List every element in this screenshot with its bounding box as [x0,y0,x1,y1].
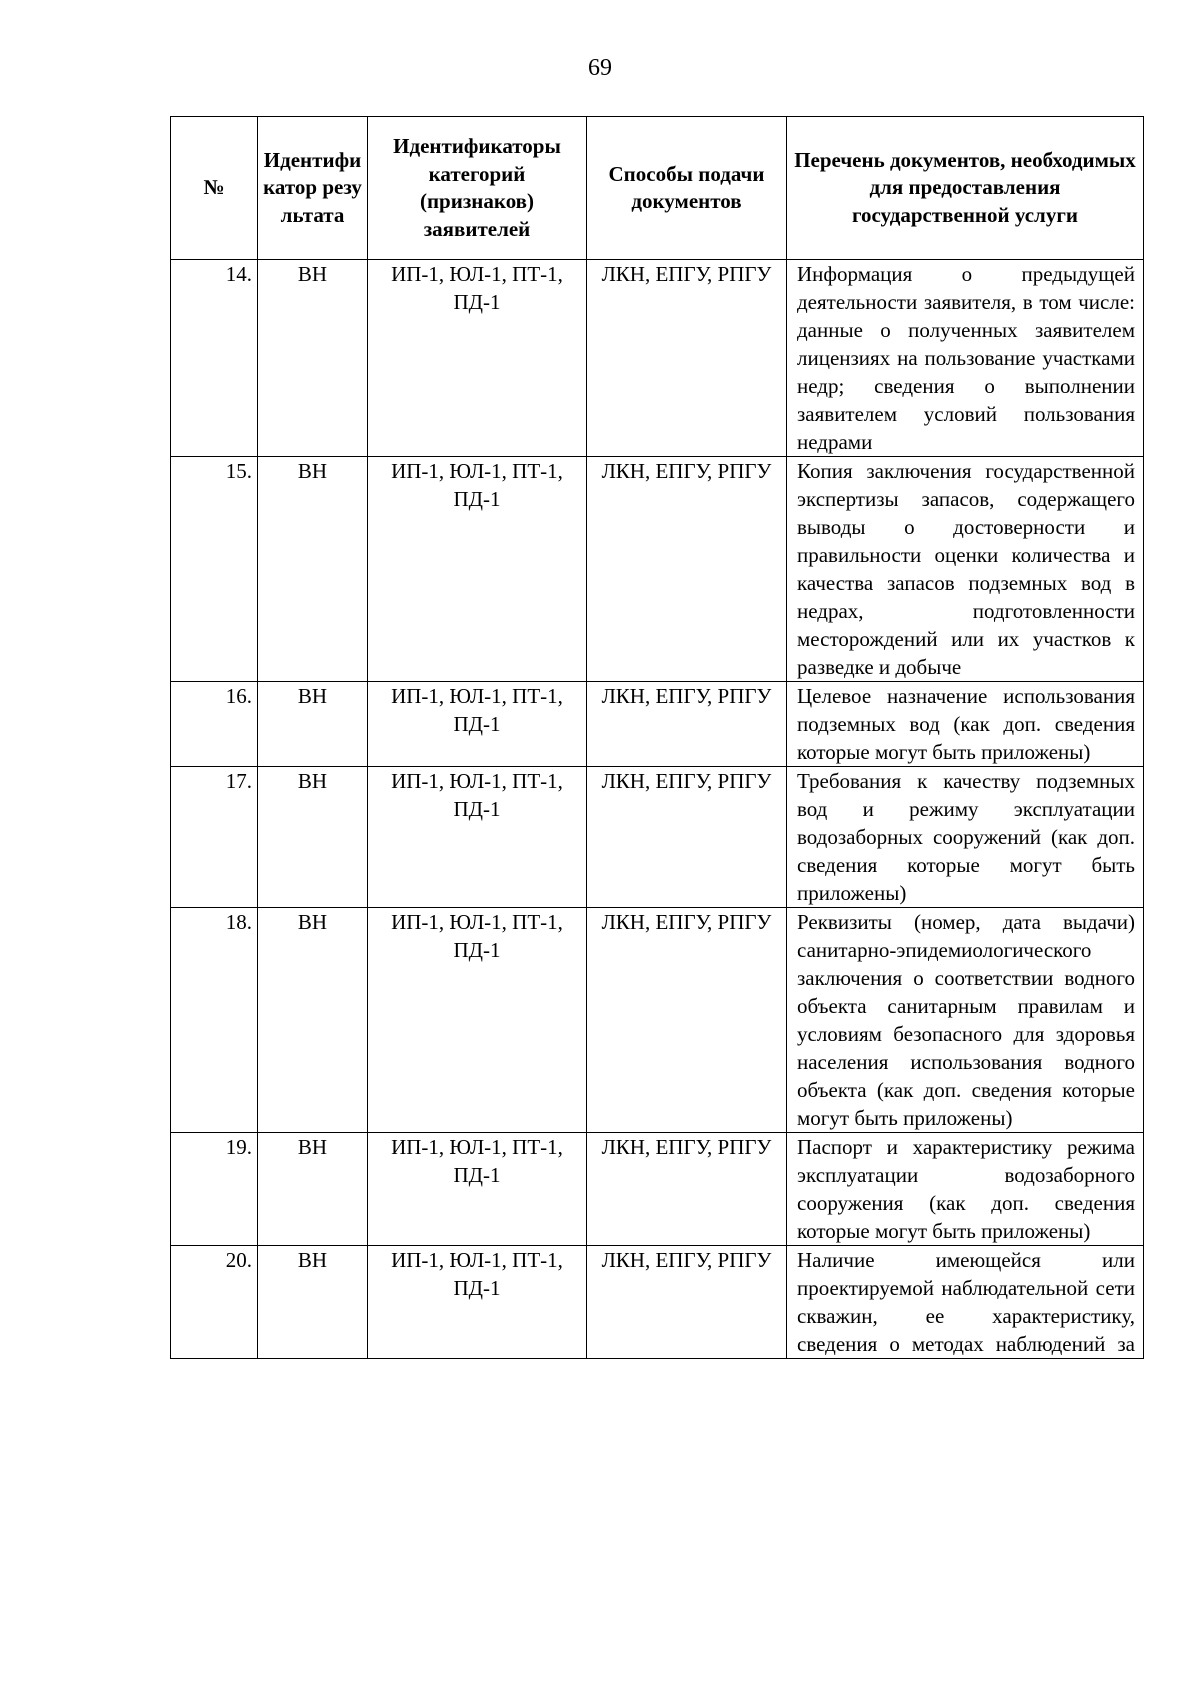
header-documents: Перечень документов, необходимых для предоставления государственной услуги [787,117,1144,260]
header-category-ids: Идентификаторы категорий (признаков) заявителей [368,117,587,260]
row-submission-methods: ЛКН, ЕПГУ, РПГУ [587,260,787,457]
row-documents: Целевое назначение использования подземных вод (как доп. сведения которые могут быть приложены) [787,682,1144,767]
row-documents: Реквизиты (номер, дата выдачи) санитарно-эпидемиологического заключения о соответствии водного объекта санитарным правилам и условиям безопасного для здоровья населения использования водного объекта (как доп. сведения которые могут быть приложены) [787,908,1144,1133]
row-category-ids: ИП-1, ЮЛ-1, ПТ-1, ПД-1 [368,457,587,682]
row-category-ids: ИП-1, ЮЛ-1, ПТ-1, ПД-1 [368,682,587,767]
table-header-row [171,117,1144,260]
row-result-id: ВН [258,457,368,682]
header-submission-methods: Способы подачи документов [587,117,787,260]
table-row [171,908,1144,1133]
row-num: 19. [171,1133,258,1246]
row-documents: Требования к качеству подземных вод и режиму эксплуатации водозаборных сооружений (как доп. сведения которые могут быть приложены) [787,767,1144,908]
table-row [171,457,1144,682]
row-result-id: ВН [258,1133,368,1246]
row-result-id: ВН [258,1246,368,1359]
row-documents: Наличие имеющейся или проектируемой наблюдательной сети скважин, ее характеристику, сведения о методах наблюдений за [787,1246,1144,1359]
row-submission-methods: ЛКН, ЕПГУ, РПГУ [587,457,787,682]
row-category-ids: ИП-1, ЮЛ-1, ПТ-1, ПД-1 [368,1246,587,1359]
row-result-id: ВН [258,260,368,457]
row-category-ids: ИП-1, ЮЛ-1, ПТ-1, ПД-1 [368,1133,587,1246]
row-num: 16. [171,682,258,767]
row-num: 18. [171,908,258,1133]
header-result-id: Идентификатор результата [258,117,368,260]
row-submission-methods: ЛКН, ЕПГУ, РПГУ [587,1133,787,1246]
row-category-ids: ИП-1, ЮЛ-1, ПТ-1, ПД-1 [368,908,587,1133]
row-num: 17. [171,767,258,908]
row-submission-methods: ЛКН, ЕПГУ, РПГУ [587,1246,787,1359]
header-num: № [171,117,258,260]
page-number: 69 [588,55,612,81]
row-num: 14. [171,260,258,457]
row-num: 15. [171,457,258,682]
row-documents: Копия заключения государственной экспертизы запасов, содержащего выводы о достоверности и правильности оценки количества и качества запасов подземных вод в недрах, подготовленности месторождений или их участков к разведке и добыче [787,457,1144,682]
row-submission-methods: ЛКН, ЕПГУ, РПГУ [587,908,787,1133]
table-row [171,260,1144,457]
row-documents: Паспорт и характеристику режима эксплуатации водозаборного сооружения (как доп. сведения которые могут быть приложены) [787,1133,1144,1246]
row-documents: Информация о предыдущей деятельности заявителя, в том числе: данные о полученных заявителем лицензиях на пользование участками недр; сведения о выполнении заявителем условий пользования недрами [787,260,1144,457]
row-category-ids: ИП-1, ЮЛ-1, ПТ-1, ПД-1 [368,767,587,908]
row-result-id: ВН [258,908,368,1133]
row-submission-methods: ЛКН, ЕПГУ, РПГУ [587,682,787,767]
documents-table [170,116,1144,1359]
table-row [171,682,1144,767]
row-result-id: ВН [258,767,368,908]
row-category-ids: ИП-1, ЮЛ-1, ПТ-1, ПД-1 [368,260,587,457]
row-result-id: ВН [258,682,368,767]
row-num: 20. [171,1246,258,1359]
row-submission-methods: ЛКН, ЕПГУ, РПГУ [587,767,787,908]
table-row [171,1133,1144,1246]
table-row [171,767,1144,908]
table-row [171,1246,1144,1359]
